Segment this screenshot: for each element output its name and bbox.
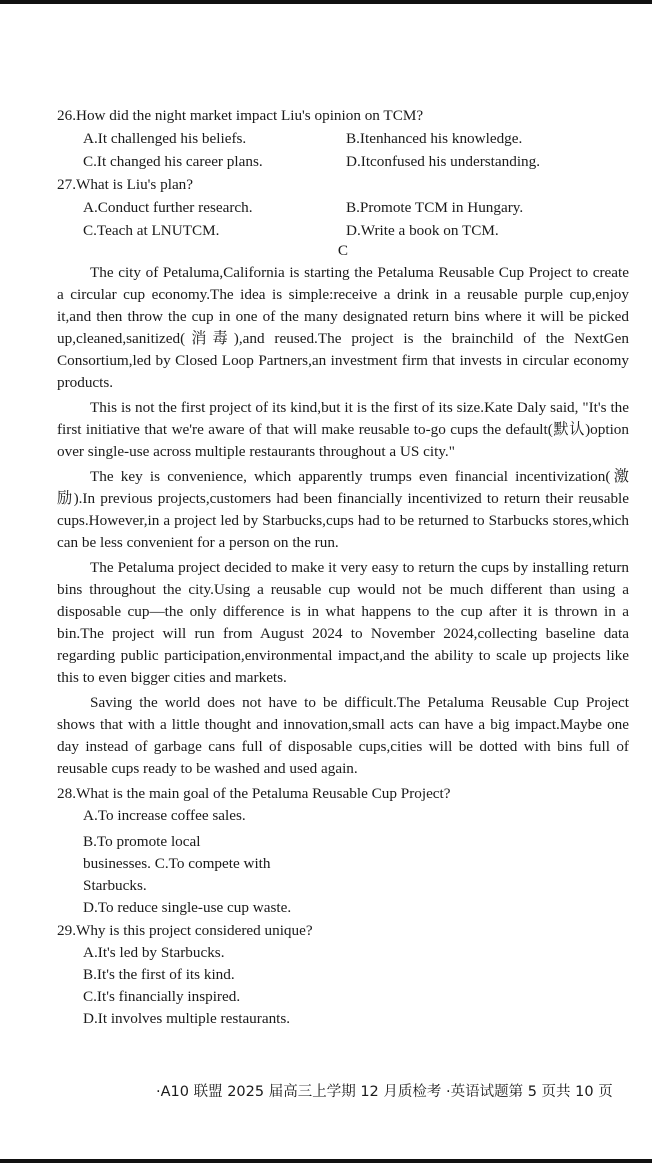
exam-page — [57, 104, 629, 1030]
question-26-stem: 26.How did the night market impact Liu's opinion on TCM? — [57, 107, 424, 124]
option-27b: B.Promote TCM in Hungary. — [346, 199, 524, 216]
option-26b: B.Itenhanced his knowledge. — [346, 130, 523, 147]
option-29c: C.It's financially inspired. — [83, 988, 241, 1005]
option-29a: A.It's led by Starbucks. — [83, 944, 225, 961]
option-29d: D.It involves multiple restaurants. — [83, 1010, 291, 1027]
option-28b-line-3: Starbucks. — [83, 877, 147, 894]
passage-paragraph-2: This is not the first project of its kind,but it is the first of its size.Kate Daly said, "It's the first initiative that we're aware of that will make reusable to-go cups the default(默认)option over single-use across multiple restaurants throughout a US city." — [57, 399, 629, 460]
page-footer: ·A10 联盟 2025 届高三上学期 12 月质检考 ·英语试题第 5 页共 10 页 — [156, 1084, 613, 1100]
option-28d: D.To reduce single-use cup waste. — [83, 899, 292, 916]
option-28b-line-1: B.To promote local — [83, 833, 201, 850]
option-27d: D.Write a book on TCM. — [346, 222, 499, 239]
option-26d: D.Itconfused his understanding. — [346, 153, 541, 170]
question-29-stem: 29.Why is this project considered unique? — [57, 922, 313, 939]
bottom-border — [0, 1159, 652, 1163]
option-26a: A.It challenged his beliefs. — [83, 130, 247, 147]
option-29b: B.It's the first of its kind. — [83, 966, 235, 983]
option-26c: C.It changed his career plans. — [83, 153, 263, 170]
question-26-options — [57, 127, 629, 173]
question-27-stem: 27.What is Liu's plan? — [57, 176, 194, 193]
option-28a: A.To increase coffee sales. — [83, 807, 246, 824]
question-27-options — [57, 196, 629, 242]
option-27c: C.Teach at LNUTCM. — [83, 222, 220, 239]
section-label: C — [337, 242, 349, 259]
option-28b-line-2: businesses. C.To compete with — [83, 855, 271, 872]
passage-paragraph-5: Saving the world does not have to be difficult.The Petaluma Reusable Cup Project shows that with a little thought and innovation,small acts can have a big impact.Maybe one day instead of garbage cans full of disposable cups,cities will be dotted with bins full of reusable cups ready to be washed and used again. — [57, 694, 629, 777]
passage-paragraph-4: The Petaluma project decided to make it very easy to return the cups by installing return bins throughout the city.Using a reusable cup would not be much different than using a disposable cup—the only difference is in what happens to the cup after it is thrown in a bin.The project will run from August 2024 to November 2024,collecting baseline data regarding public participation,environmental impact,and the ability to scale up projects like this to even bigger cities and markets. — [57, 559, 629, 686]
top-border — [0, 0, 652, 4]
passage-paragraph-1: The city of Petaluma,California is starting the Petaluma Reusable Cup Project to create a circular cup economy.The idea is simple:receive a drink in a reusable purple cup,enjoy it,and then throw the cup in one of the many designated return bins where it will be picked up,cleaned,sanitized(消毒),and reused.The project is the brainchild of the NextGen Consortium,led by Closed Loop Partners,an investment firm that invests in circular economy products. — [57, 264, 629, 391]
question-28-stem: 28.What is the main goal of the Petaluma Reusable Cup Project? — [57, 785, 451, 802]
option-27a: A.Conduct further research. — [83, 199, 253, 216]
passage-paragraph-3: The key is convenience, which apparently trumps even financial incentivization(激励).In previous projects,customers had been financially incentivized to return their reusable cups.However,in a project led by Starbucks,cups had to be returned to Starbucks stores,which can be less convenient for a person on the run. — [57, 468, 629, 551]
